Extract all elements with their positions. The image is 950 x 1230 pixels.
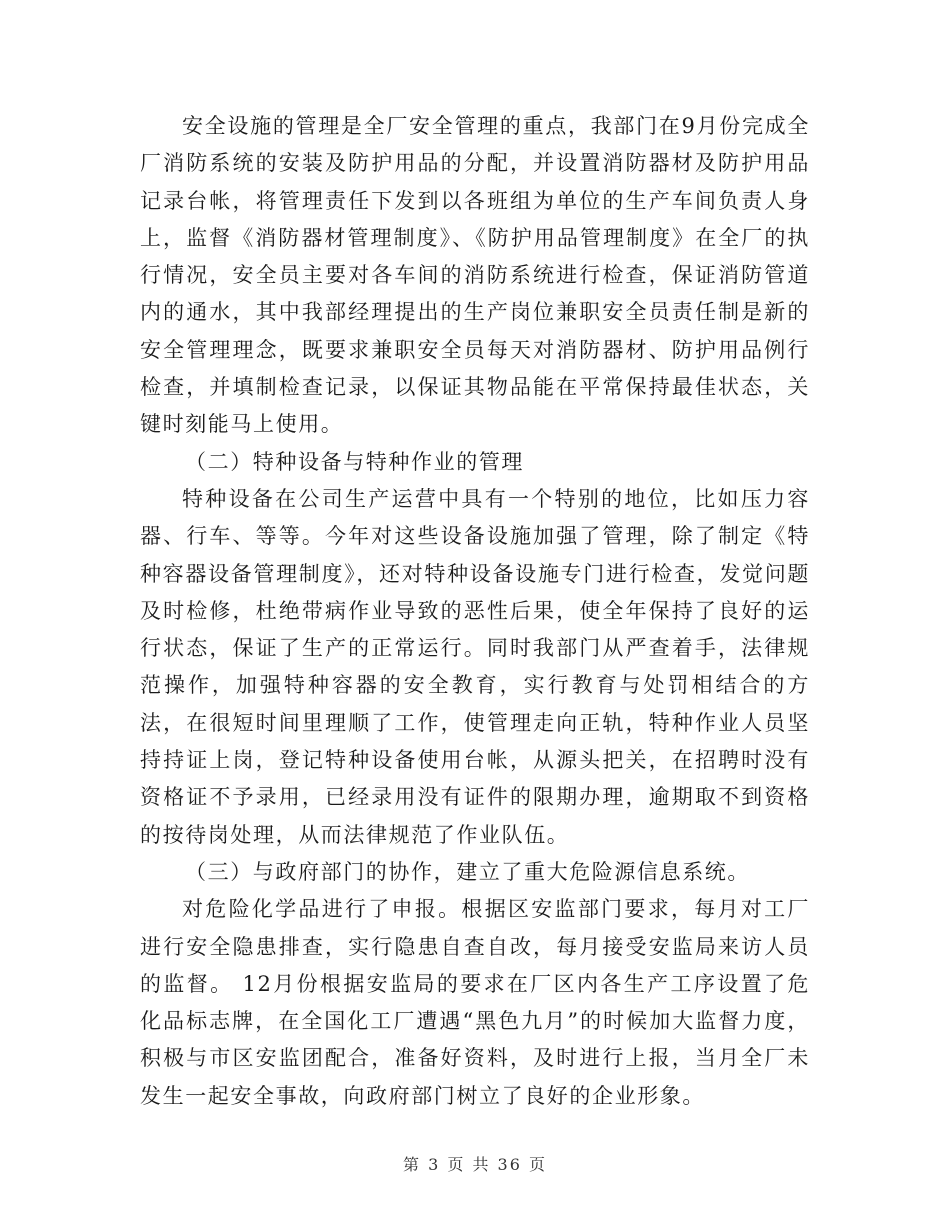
paragraph-special-equipment: 特种设备在公司生产运营中具有一个特别的地位，比如压力容器、行车、等等。今年对这些设备设施加强了管理，除了制定《特种容器设备管理制度》，还对特种设备设施专门进行检查，发觉问题及时检修，杜绝带病作业导致的恶性后果，使全年保持了良好的运行状态，保证了生产的正常运行。同时我部门从严查着手，法律规范操作，加强特种容器的安全教育，实行教育与处罚相结合的方法，在很短时间里理顺了工作，使管理走向正轨，特种作业人员坚持持证上岗，登记特种设备使用台帐，从源头把关，在招聘时没有资格证不予录用，已经录用没有证件的限期办理，逾期取不到资格的按待岗处理，从而法律规范了作业队伍。 [140,486,810,847]
section-heading-special-equipment: （二）特种设备与特种作业的管理 [185,449,524,474]
section-heading-government-cooperation: （三）与政府部门的协作，建立了重大危险源信息系统。 [185,859,750,884]
paragraph-safety-facilities: 安全设施的管理是全厂安全管理的重点，我部门在9月份完成全厂消防系统的安装及防护用品的分配，并设置消防器材及防护用品记录台帐，将管理责任下发到以各班组为单位的生产车间负责人身上，监督《消防器材管理制度》、《防护用品管理制度》在全厂的执行情况，安全员主要对各车间的消防系统进行检查，保证消防管道内的通水，其中我部经理提出的生产岗位兼职安全员责任制是新的安全管理理念，既要求兼职安全员每天对消防器材、防护用品例行检查，并填制检查记录，以保证其物品能在平常保持最佳状态，关键时刻能马上使用。 [140,114,810,437]
page-number-footer: 第 3 页 共 36 页 [403,1155,547,1174]
paragraph-hazardous-chemicals: 对危险化学品进行了申报。根据区安监部门要求，每月对工厂进行安全隐患排查，实行隐患自查自改，每月接受安监局来访人员的监督。 12月份根据安监局的要求在厂区内各生产工序设置了危化品标志牌，在全国化工厂遭遇“黑色九月”的时候加大监督力度，积极与市区安监团配合，准备好资料，及时进行上报，当月全厂未发生一起安全事故，向政府部门树立了良好的企业形象。 [140,897,810,1108]
document-body [140,108,810,1115]
